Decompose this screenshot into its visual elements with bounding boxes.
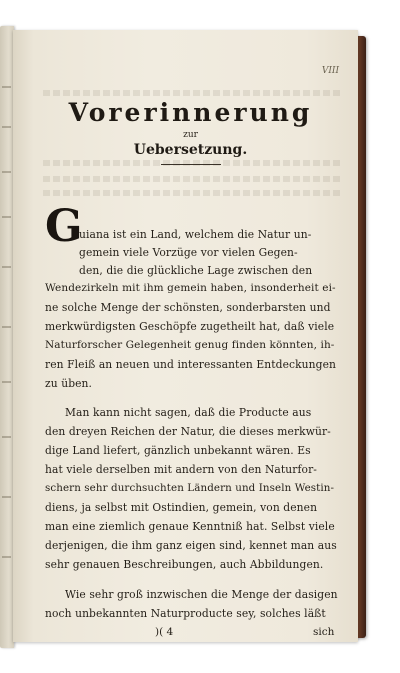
text-line: Man kann nicht sagen, daß die Producte aus bbox=[65, 406, 312, 419]
text-line: den dreyen Reichen der Natur, die dieses merkwür- bbox=[45, 425, 331, 438]
text-line: hat viele derselben mit andern von den Naturfor- bbox=[45, 463, 317, 476]
text-line: sehr genauen Beschreibungen, auch Abbildungen. bbox=[45, 558, 324, 571]
text-line: noch unbekannten Naturproducte sey, solches läßt bbox=[45, 607, 326, 620]
text-line: merkwürdigsten Geschöpfe zugetheilt hat, daß viele bbox=[45, 320, 335, 333]
subtitle-preposition: zur bbox=[183, 130, 198, 140]
text-line: dige Land liefert, gänzlich unbekannt wären. Es bbox=[45, 444, 311, 457]
text-line: Naturforscher Gelegenheit genug finden könnten, ih- bbox=[45, 339, 335, 351]
text-line: ren Fleiß an neuen und interessanten Entdeckungen bbox=[45, 358, 336, 371]
book-page bbox=[13, 30, 358, 642]
text-line: den, die die glückliche Lage zwischen den bbox=[79, 264, 313, 277]
text-line: Wendezirkeln mit ihm gemein haben, insonderheit ei- bbox=[45, 282, 336, 294]
text-line: schern sehr durchsuchten Ländern und Inseln Westin- bbox=[45, 482, 335, 494]
text-line: Wie sehr groß inzwischen die Menge der dasigen bbox=[65, 588, 338, 601]
bleed-through bbox=[43, 176, 343, 182]
signature-mark: )( 4 bbox=[155, 626, 174, 638]
previous-page-edge bbox=[0, 26, 14, 648]
drop-cap-letter: G bbox=[45, 201, 83, 252]
bleed-through bbox=[43, 190, 343, 196]
page-title: Vorerinnerung bbox=[68, 98, 313, 127]
text-line: ne solche Menge der schönsten, sonderbarsten und bbox=[45, 301, 331, 314]
text-line: derjenigen, die ihm ganz eigen sind, kennet man aus bbox=[45, 539, 337, 552]
subtitle-rule bbox=[161, 164, 221, 165]
bleed-through bbox=[43, 90, 343, 96]
text-line: zu üben. bbox=[45, 377, 93, 390]
page-number: VIII bbox=[321, 66, 339, 76]
catchword: sich bbox=[313, 626, 335, 638]
text-line: uiana ist ein Land, welchem die Natur un- bbox=[79, 228, 312, 241]
bleed-through bbox=[43, 160, 343, 166]
text-line: diens, ja selbst mit Ostindien, gemein, von denen bbox=[45, 501, 318, 514]
text-line: gemein viele Vorzüge vor vielen Gegen- bbox=[79, 246, 298, 259]
page-text-block bbox=[43, 30, 343, 642]
page-subtitle: Uebersetzung. bbox=[133, 142, 248, 158]
text-line: man eine ziemlich genaue Kenntniß hat. Selbst viele bbox=[45, 520, 335, 533]
